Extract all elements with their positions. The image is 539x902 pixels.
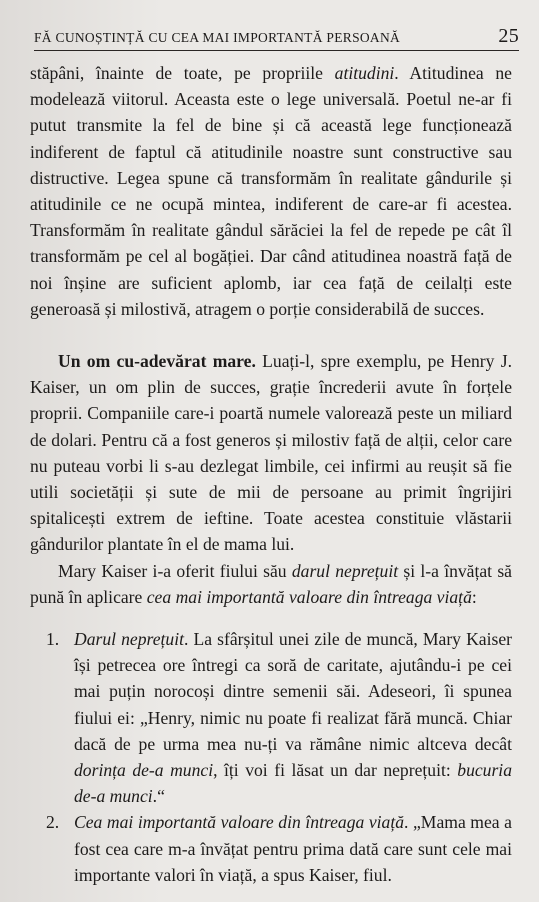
p3-text-c: și l-a învățat să pună în aplicare bbox=[30, 560, 512, 607]
list-number: 1. bbox=[46, 629, 60, 650]
section-heading: Un om cu-adevărat mare. bbox=[58, 351, 256, 372]
body-text bbox=[30, 60, 512, 888]
list-item-text: , îți voi fi lăsat un dar neprețuit: bbox=[213, 760, 458, 781]
list-item-text: . „Mama mea a fost cea care m-a învățat pentru prima dată care sunt cele mai importante valori în viață, a spus Kaiser, fiul. bbox=[74, 812, 512, 885]
list-item bbox=[30, 809, 512, 888]
p3-italic-b: darul neprețuit bbox=[291, 560, 399, 581]
list-item-text: .“ bbox=[152, 786, 165, 807]
list-item-title: Cea mai importantă valoare din întreaga viață bbox=[74, 812, 405, 833]
list-item-italic: bucuria de-a munci bbox=[74, 760, 512, 807]
list-item-text: . La sfârșitul unei zile de muncă, Mary Kaiser își petrecea ore întregi ca soră de caritate, ajutându-i pe cei mai puțin norocoși dintre semenii săi. Adeseori, îi spunea fiului ei: „Henry, nimic nu poate fi realizat fără muncă. Chiar dacă de pe urma mea nu-ți va rămâne nimic altceva decât bbox=[74, 629, 512, 754]
list-item-title: Darul neprețuit bbox=[74, 629, 184, 650]
list-number: 2. bbox=[46, 812, 60, 833]
p1-text-a: stăpâni, înainte de toate, pe propriile bbox=[30, 63, 335, 83]
running-header bbox=[34, 20, 519, 51]
page-number: 25 bbox=[498, 25, 519, 47]
chapter-title: FĂ CUNOȘTINȚĂ CU CEA MAI IMPORTANTĂ PERSOANĂ bbox=[34, 30, 401, 45]
numbered-list bbox=[30, 626, 512, 888]
paragraph-2 bbox=[30, 348, 512, 558]
p3-italic-d: cea mai importantă valoare din întreaga viață bbox=[146, 586, 472, 607]
p3-text-e: : bbox=[471, 586, 477, 607]
list-item-italic: dorința de-a munci bbox=[74, 760, 214, 781]
p1-text-c: . Atitudinea ne modelează viitorul. Aceasta este o lege universală. Poetul ne-ar fi putut transmite la fel de bine și că această lege funcționează indiferent de faptul că atitudinile noastre sunt constructive sau distructive. Legea spune că transformăm în realitate gândurile și atitudinile ce ne ocupă mintea, indiferent de care-ar fi acestea. Transformăm în realitate gândul sărăciei la fel de repede pe cât îl transformăm pe cel al bogăției. Dar când atitudinea noastră față de noi înșine are suficient aplomb, iar cea față de ceilalți este generoasă și milostivă, atragem o porție considerabilă de succes. bbox=[30, 63, 512, 319]
p2-text: Luați-l, spre exemplu, pe Henry J. Kaiser, un om plin de succes, grație încrederii avute în forțele proprii. Companiile care-i poartă numele valorează peste un miliard de dolari. Pentru că a fost generos și milostiv față de alții, celor care nu puteau vorbi li s-au dezlegat limbile, cei infirmi au reușit să fie utili societății și sute de mii de persoane au primit îngrijiri spitalicești extrem de ieftine. Toate acestea constituie vlăstarii gândurilor plantate în el de mama lui. bbox=[30, 351, 512, 555]
p1-italic: atitudini bbox=[334, 63, 395, 83]
list-item bbox=[30, 626, 512, 809]
p3-text-a: Mary Kaiser i-a oferit fiului său bbox=[58, 560, 292, 581]
paragraph-1 bbox=[30, 60, 512, 322]
paragraph-3 bbox=[30, 558, 512, 610]
